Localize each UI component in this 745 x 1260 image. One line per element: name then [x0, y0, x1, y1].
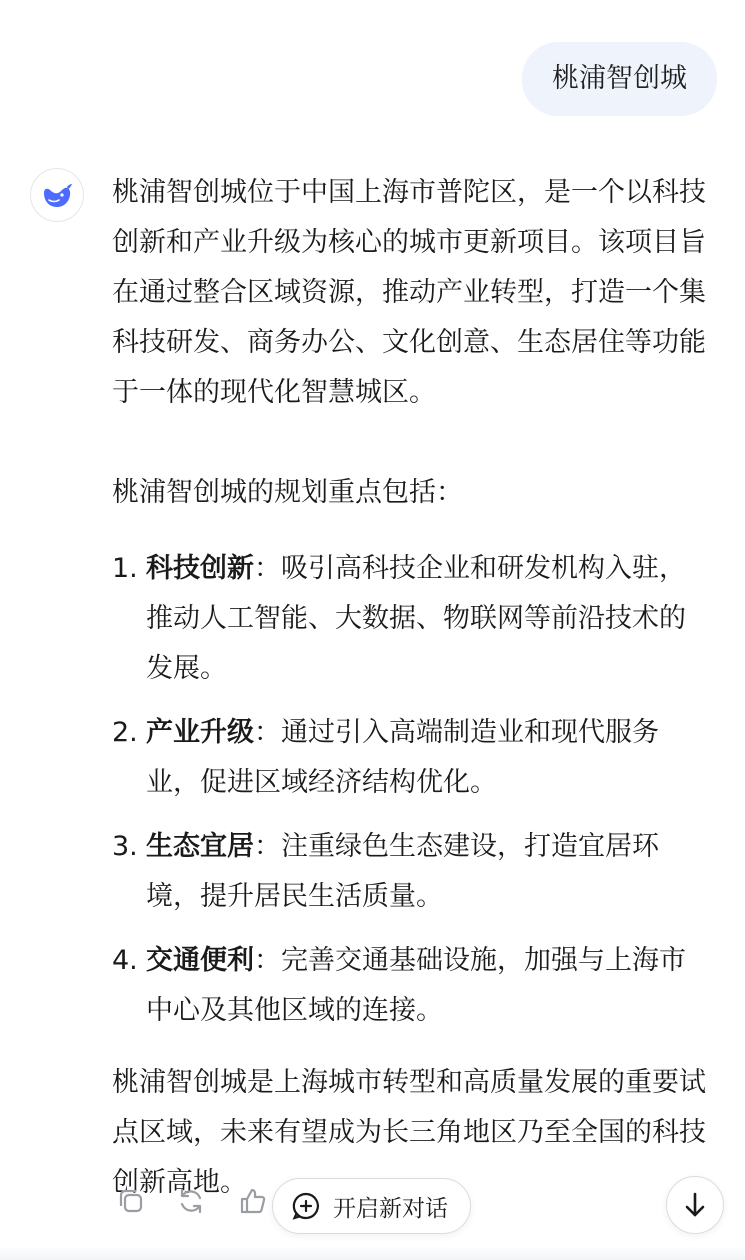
copy-button[interactable] [112, 1182, 150, 1220]
regenerate-button[interactable] [172, 1182, 210, 1220]
regenerate-icon [175, 1185, 207, 1217]
list-item-term: 生态宜居 [146, 831, 254, 862]
like-button[interactable] [234, 1182, 272, 1220]
user-message-row [522, 42, 717, 116]
list-item-text: ：吸引高科技企业和研发机构入驻，推动人工智能、大数据、物联网等前沿技术的发展。 [146, 553, 686, 684]
assistant-reply [112, 168, 712, 1208]
list-item-number: 3. [112, 831, 138, 862]
list-item-text: ：通过引入高端制造业和现代服务业，促进区域经济结构优化。 [146, 717, 659, 798]
user-message-bubble[interactable]: 桃浦智创城 [522, 42, 717, 116]
list-item-term: 产业升级 [146, 717, 254, 748]
new-chat-label: 开启新对话 [333, 1195, 448, 1222]
list-item-text: ：注重绿色生态建设，打造宜居环境，提升居民生活质量。 [146, 831, 659, 912]
planning-points-list [112, 544, 712, 1036]
deepseek-whale-icon [40, 178, 74, 212]
scroll-to-bottom-button[interactable] [666, 1176, 724, 1234]
list-item-number: 2. [112, 717, 138, 748]
reply-intro-paragraph: 桃浦智创城位于中国上海市普陀区，是一个以科技创新和产业升级为核心的城市更新项目。该项目旨在通过整合区域资源，推动产业转型，打造一个集科技研发、商务办公、文化创意、生态居住等功能于一体的现代化智慧城区。 [112, 177, 706, 408]
list-item-term: 科技创新 [146, 553, 254, 584]
thumbs-up-icon [237, 1185, 269, 1217]
new-chat-button[interactable] [272, 1178, 471, 1234]
list-item [112, 936, 712, 1036]
input-area-edge [0, 1246, 745, 1260]
list-item [112, 544, 712, 694]
list-item-number: 4. [112, 945, 138, 976]
list-item [112, 708, 712, 808]
list-item-text: ：完善交通基础设施，加强与上海市中心及其他区域的连接。 [146, 945, 686, 1026]
assistant-avatar [30, 168, 84, 222]
copy-icon [115, 1185, 147, 1217]
list-item-number: 1. [112, 553, 138, 584]
reply-conclusion-paragraph: 桃浦智创城是上海城市转型和高质量发展的重要试点区域，未来有望成为长三角地区乃至全国的科技创新高地。 [112, 1067, 706, 1198]
plus-chat-icon [291, 1191, 321, 1221]
reply-list-intro: 桃浦智创城的规划重点包括： [112, 477, 463, 508]
list-item-term: 交通便利 [146, 945, 254, 976]
list-item [112, 822, 712, 922]
arrow-down-icon [680, 1190, 710, 1220]
